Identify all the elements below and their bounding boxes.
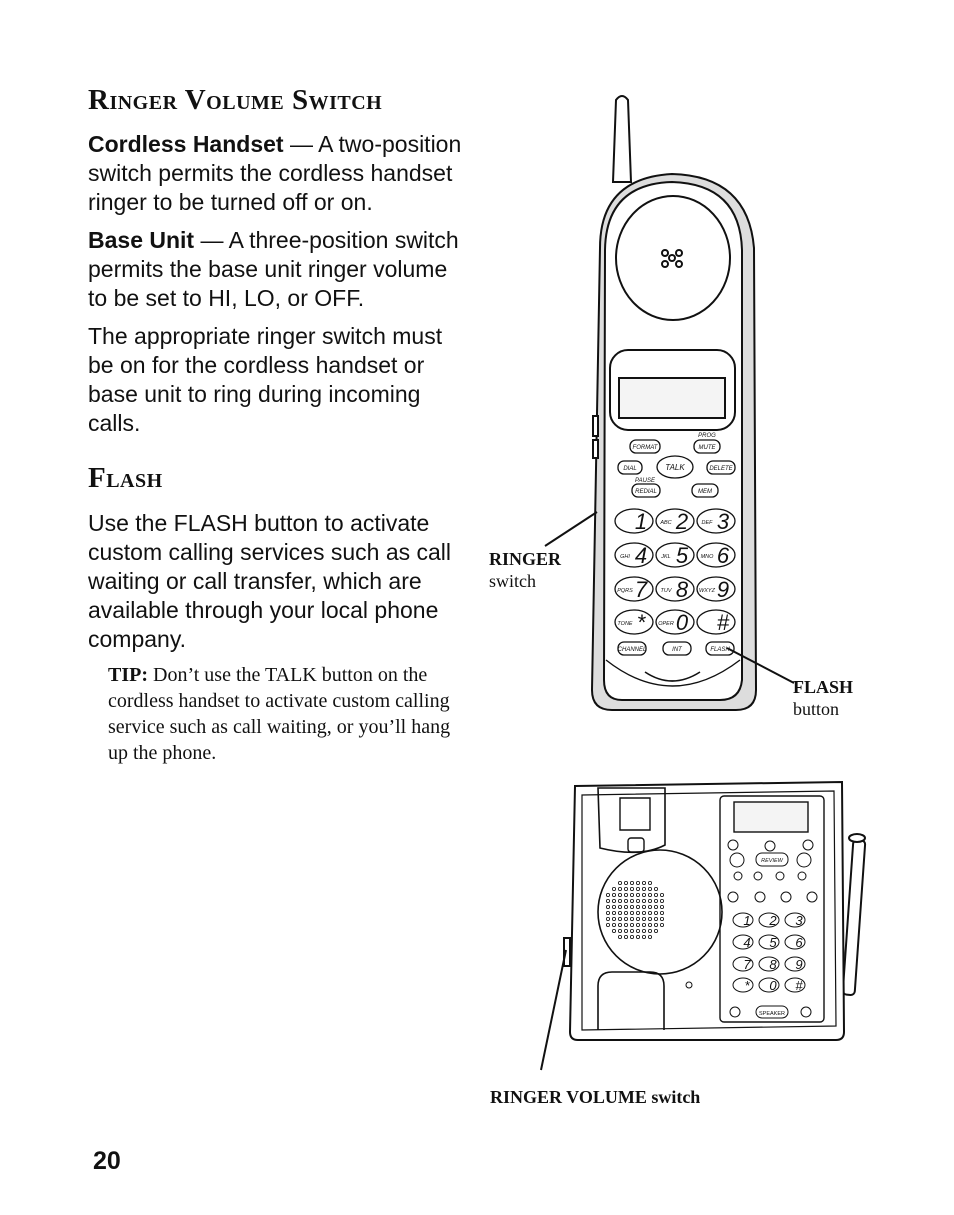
base-button-c[interactable] <box>776 872 784 880</box>
callout-flash-button-line1: FLASH <box>793 677 854 697</box>
talk-label: TALK <box>665 463 685 472</box>
handset-key-5[interactable] <box>697 543 735 568</box>
base-button-b[interactable] <box>754 872 762 880</box>
handset-key-2[interactable] <box>697 509 735 534</box>
flash-label: FLASH <box>710 647 730 653</box>
text-base-unit: A three-position switch permits the base unit ringer volume to be set to HI, LO, or OFF. <box>88 227 459 311</box>
handset-ringer-switch[interactable] <box>593 416 598 436</box>
handset-key-digit: 3 <box>716 509 730 534</box>
base-button-left[interactable] <box>730 853 744 867</box>
handset-key-0[interactable] <box>615 509 653 534</box>
handset-key-4[interactable] <box>656 543 694 568</box>
tip-label: TIP: <box>108 664 148 686</box>
handset-key-digit: 5 <box>675 543 689 568</box>
handset-key-letters: PQRS <box>617 588 633 594</box>
handset-display[interactable] <box>619 378 725 418</box>
handset-key-letters: TUV <box>660 588 672 594</box>
handset-key-10[interactable] <box>656 610 694 635</box>
base-key-digit: 7 <box>743 957 751 972</box>
handset-key-11[interactable] <box>697 610 735 635</box>
base-antenna-tip <box>849 834 865 842</box>
handset-key-digit: 9 <box>716 577 730 602</box>
base-button-d[interactable] <box>798 872 806 880</box>
base-button-day[interactable] <box>803 840 813 850</box>
base-key-digit: 2 <box>769 913 777 928</box>
base-antenna <box>843 840 866 995</box>
handset-key-digit: 0 <box>675 610 689 635</box>
handset-key-3[interactable] <box>615 543 653 568</box>
handset-key-digit: 6 <box>716 543 730 568</box>
base-key-digit: 0 <box>769 978 777 993</box>
prog-label: PROG <box>698 433 716 439</box>
base-button-a[interactable] <box>734 872 742 880</box>
dash: — <box>283 131 319 157</box>
callout-ringer-volume-switch: RINGER VOLUME switch <box>490 1087 701 1107</box>
base-key-digit: * <box>744 978 750 993</box>
handset-key-letters: DEF <box>701 520 713 526</box>
base-key-digit: 5 <box>769 935 777 950</box>
handset-key-6[interactable] <box>615 577 653 602</box>
callout-ringer-switch-line1: RINGER <box>489 549 562 569</box>
base-button-right[interactable] <box>797 853 811 867</box>
base-button-j[interactable] <box>801 1007 811 1017</box>
base-button-prog[interactable] <box>728 840 738 850</box>
base-key-digit: 9 <box>795 957 803 972</box>
handset-key-digit: 7 <box>634 577 648 602</box>
base-key-digit: 3 <box>795 913 803 928</box>
int-label: INT <box>672 647 682 653</box>
handset-key-digit: 2 <box>675 509 689 534</box>
handset-key-letters: GHI <box>620 554 630 560</box>
handset-key-digit: 1 <box>634 509 648 534</box>
handset-key-digit: # <box>716 610 730 635</box>
text-cordless-handset: A two-position switch permits the cordless handset ringer to be turned off or on. <box>88 131 462 215</box>
base-key-shape[interactable] <box>733 978 753 992</box>
base-key-digit: 8 <box>769 957 777 972</box>
dial-label: DIAL <box>623 466 637 472</box>
handset-key-7[interactable] <box>656 577 694 602</box>
base-key-digit: # <box>795 978 803 993</box>
handset-key-digit: 4 <box>634 543 648 568</box>
paragraph-ringer-note: The appropriate ringer switch must be on for the cordless handset or base unit to ring during incoming calls. <box>88 323 443 436</box>
dash: — <box>194 227 229 253</box>
label-base-unit: Base Unit <box>88 227 195 253</box>
handset-key-9[interactable] <box>615 610 653 635</box>
handset-key-digit: 8 <box>675 577 689 602</box>
base-key-digit: 6 <box>795 935 803 950</box>
handset-key-letters: MNO <box>700 554 714 560</box>
redial-label: REDIAL <box>635 489 657 495</box>
base-key-digit: 1 <box>743 913 751 928</box>
callout-ringer-switch-line2: switch <box>489 571 536 591</box>
base-unit-illustration <box>564 782 865 1040</box>
pause-label: PAUSE <box>635 478 655 484</box>
mem-label: MEM <box>698 489 712 495</box>
page-number: 20 <box>93 1147 121 1175</box>
review-label: REVIEW <box>761 858 783 864</box>
base-key-digit: 4 <box>743 935 751 950</box>
base-button-e[interactable] <box>728 892 738 902</box>
base-display[interactable] <box>734 802 808 832</box>
handset-key-8[interactable] <box>697 577 735 602</box>
handset-key-letters: JKL <box>661 554 671 560</box>
handset-key-letters: TONE <box>617 621 633 627</box>
base-indicator <box>686 982 692 988</box>
handset-key-1[interactable] <box>656 509 694 534</box>
mute-label: MUTE <box>698 445 716 451</box>
base-button-f[interactable] <box>755 892 765 902</box>
speaker-label: SPEAKER <box>759 1011 785 1017</box>
tip-text: Don’t use the TALK button on the cordless handset to activate custom calling service such as call waiting, or you’ll hang up the phone. <box>108 664 451 764</box>
section-title-ringer-volume-switch: Ringer Volume Switch <box>88 84 383 116</box>
callout-flash-button-line2: button <box>793 699 840 719</box>
handset-key-letters: OPER <box>658 621 674 627</box>
channel-label: CHANNEL <box>617 647 647 653</box>
base-button-h[interactable] <box>807 892 817 902</box>
section-title-flash: Flash <box>88 462 163 494</box>
handset-side-button[interactable] <box>593 440 598 458</box>
handset-antenna <box>613 96 631 182</box>
handset-key-letters: ABC <box>660 520 672 526</box>
format-label: FORMAT <box>632 445 658 451</box>
leader-line-ringer-switch <box>545 512 597 546</box>
base-button-i[interactable] <box>730 1007 740 1017</box>
base-button-mem[interactable] <box>765 841 775 851</box>
handset-key-digit: * <box>636 610 646 635</box>
base-button-g[interactable] <box>781 892 791 902</box>
leader-line-ringer-volume <box>541 950 566 1070</box>
paragraph-flash-body: Use the FLASH button to activate custom calling services such as call waiting or call transfer, which are available through your local phone company. <box>88 510 452 652</box>
handset-key-letters: WXYZ <box>699 588 715 594</box>
label-cordless-handset: Cordless Handset <box>88 131 284 157</box>
delete-label: DELETE <box>709 466 733 472</box>
